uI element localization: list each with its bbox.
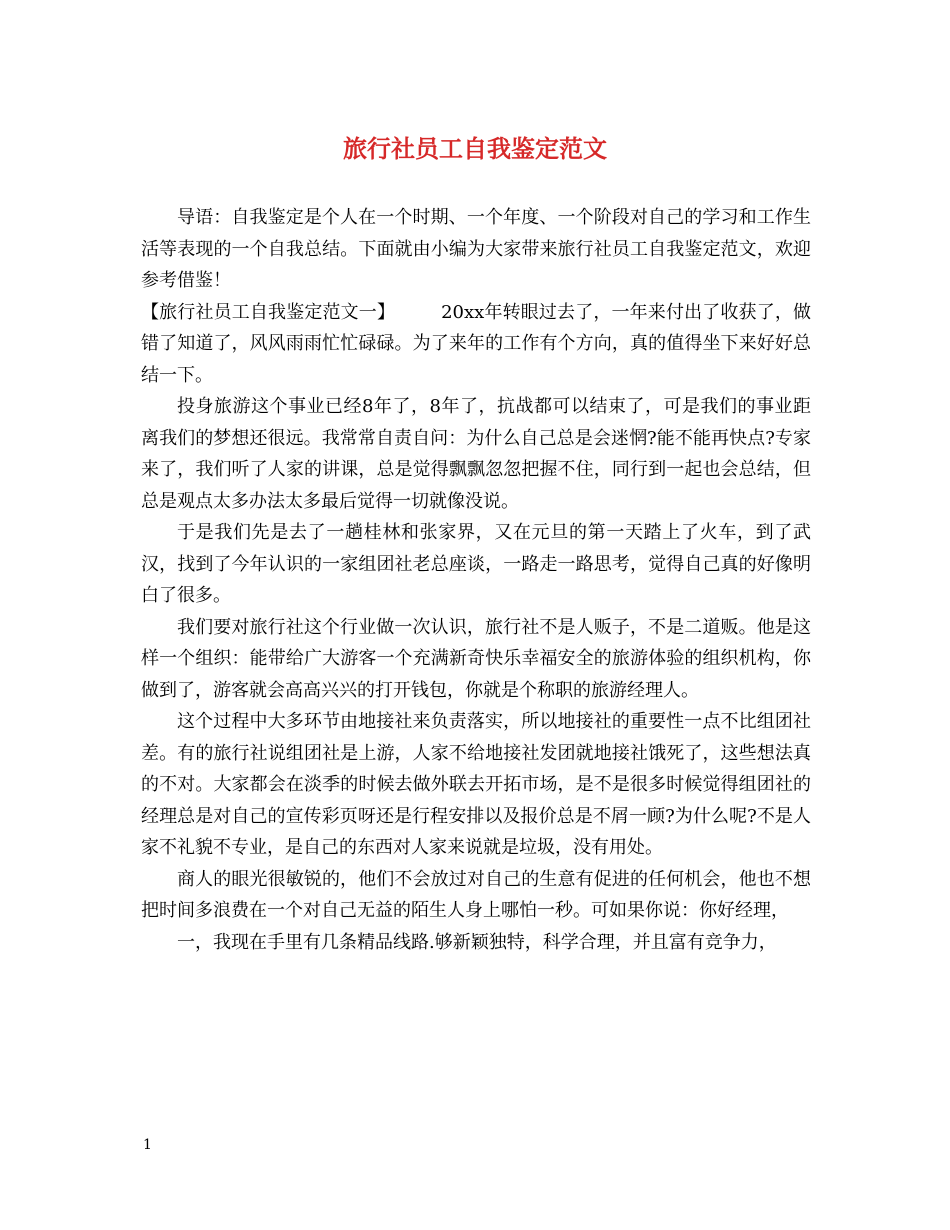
body-paragraph: 于是我们先是去了一趟桂林和张家界，又在元旦的第一天踏上了火车，到了武汉，找到了今年认识的一家组团社老总座谈，一路走一路思考，觉得自己真的好像明白了很多。	[141, 522, 811, 606]
body-paragraph: 投身旅游这个事业已经8年了，8年了，抗战都可以结束了，可是我们的事业距离我们的梦想还很远。我常常自责自问：为什么自己总是会迷惘?能不能再快点?专家来了，我们听了人家的讲课，总是觉得飘飘忽忽把握不住，同行到一起也会总结，但总是观点太多办法太多最后觉得一切就像没说。	[141, 396, 812, 512]
body-paragraph: 商人的眼光很敏锐的，他们不会放过对自己的生意有促进的任何机会，他也不想把时间多浪费在一个对自己无益的陌生人身上哪怕一秒。可如果你说：你好经理，	[141, 868, 811, 921]
body-paragraph: 一，我现在手里有几条精品线路.够新颖独特，科学合理，并且富有竞争力，	[177, 931, 777, 953]
section-first-paragraph	[141, 297, 811, 392]
section-heading: 【旅行社员工自我鉴定范文一】	[141, 301, 396, 323]
section-first-text: 20xx年转眼过去了，一年来付出了收获了，做错了知道了，风风雨雨忙忙碌碌。为了来年的工作有个方向，真的值得坐下来好好总结一下。	[141, 301, 811, 386]
body-paragraph: 这个过程中大多环节由地接社来负责落实，所以地接社的重要性一点不比组团社差。有的旅行社说组团社是上游，人家不给地接社发团就地接社饿死了，这些想法真的不对。大家都会在淡季的时候去做外联去开拓市场，是不是很多时候觉得组团社的经理总是对自己的宣传彩页呀还是行程安排以及报价总是不屑一顾?为什么呢?不是人家不礼貌不专业，是自己的东西对人家来说就是垃圾，没有用处。	[141, 711, 811, 858]
document-body	[141, 202, 811, 958]
document-title: 旅行社员工自我鉴定范文	[343, 134, 607, 163]
page-number: 1	[143, 1137, 152, 1153]
body-paragraph: 我们要对旅行社这个行业做一次认识，旅行社不是人贩子，不是二道贩。他是这样一个组织：能带给广大游客一个充满新奇快乐幸福安全的旅游体验的组织机构，你做到了，游客就会高高兴兴的打开钱包，你就是个称职的旅游经理人。	[141, 616, 811, 701]
intro-paragraph: 导语：自我鉴定是个人在一个时期、一个年度、一个阶段对自己的学习和工作生活等表现的一个自我总结。下面就由小编为大家带来旅行社员工自我鉴定范文，欢迎参考借鉴！	[141, 207, 811, 291]
